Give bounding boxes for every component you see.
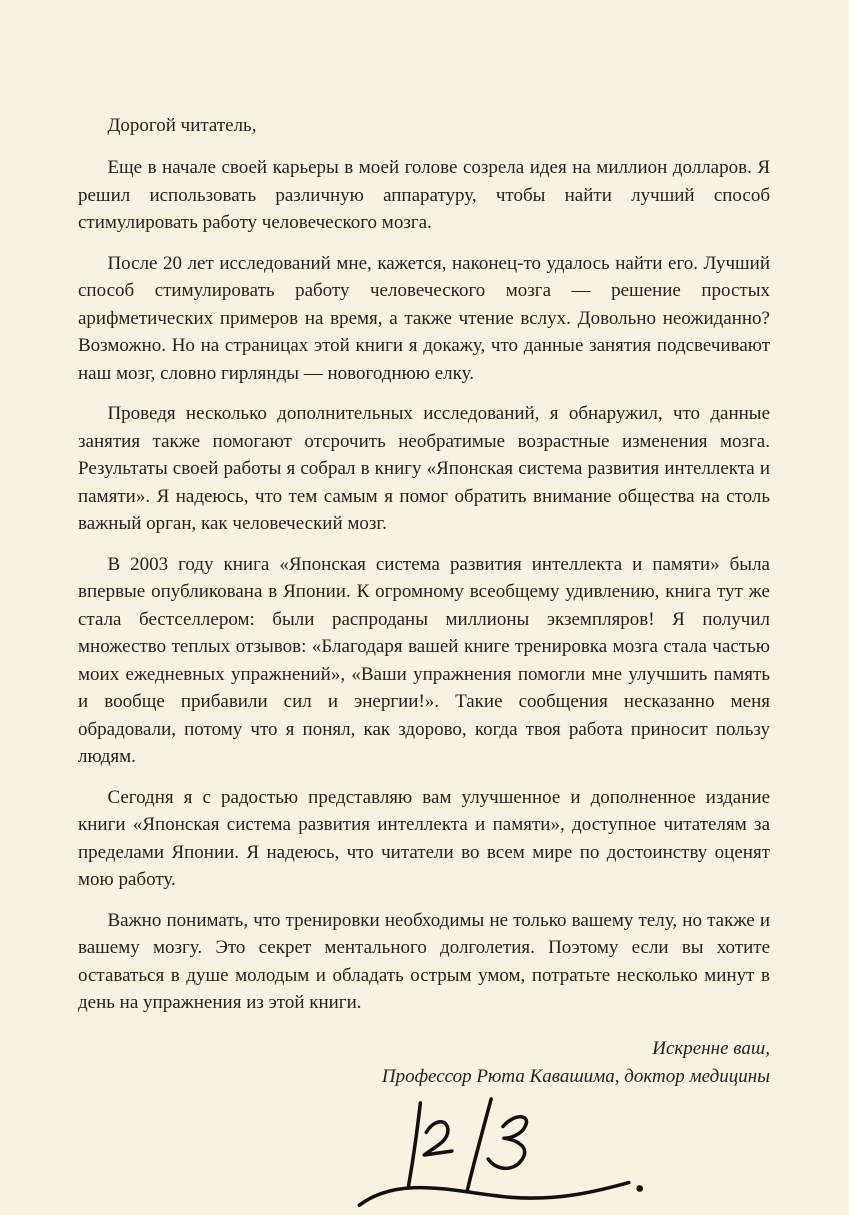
letter-paragraph-1: Еще в начале своей карьеры в моей голове созрела идея на миллион долларов. Я решил использовать различную аппаратуру, чтобы найти лучший способ стимулировать работу человеческого мозга. bbox=[78, 157, 770, 233]
handwritten-signature bbox=[336, 1097, 666, 1215]
letter-paragraph-3: Проведя несколько дополнительных исследований, я обнаружил, что данные занятия также помогают отсрочить необратимые возрастные изменения мозга. Результаты своей работы я собрал в книгу «Японская система развития интеллекта и памяти». Я надеюсь, что тем самым я помог обратить внимание общества на столь важный орган, как человеческий мозг. bbox=[78, 403, 770, 534]
signoff-author-name: Профессор Рюта Кавашима, доктор медицины bbox=[381, 1065, 770, 1087]
salutation: Дорогой читатель, bbox=[107, 115, 257, 136]
signoff-block bbox=[78, 1035, 770, 1091]
letter-paragraph-5: Сегодня я с радостью представляю вам улучшенное и дополненное издание книги «Японская система развития интеллекта и памяти», доступное читателям за пределами Японии. Я надеюсь, что читатели во всем мире по достоинству оценят мою работу. bbox=[78, 786, 770, 890]
signature-icon bbox=[336, 1097, 666, 1215]
letter-paragraph-4: В 2003 году книга «Японская система развития интеллекта и памяти» была впервые опубликована в Японии. К огромному всеобщему удивлению, книга тут же стала бестселлером: были распроданы миллионы экземпляров! Я получил множество теплых отзывов: «Благодаря вашей книге тренировка мозга стала частью моих ежедневных упражнений», «Ваши упражнения помогли мне улучшить память и вообще прибавили сил и энергии!». Такие сообщения несказанно меня обрадовали, потому что я понял, как здорово, когда твоя работа приносит пользу людям. bbox=[78, 553, 770, 767]
signoff-valediction: Искренне ваш, bbox=[652, 1037, 770, 1059]
letter-paragraph-6: Важно понимать, что тренировки необходимы не только вашему телу, но также и вашему мозгу. Это секрет ментального долголетия. Поэтому если вы хотите оставаться в душе молодым и обладать острым умом, потратьте несколько минут в день на упражнения из этой книги. bbox=[78, 909, 770, 1013]
letter-paragraph-2: После 20 лет исследований мне, кажется, наконец-то удалось найти его. Лучший способ стимулировать работу человеческого мозга — решение простых арифметических примеров на время, а также чтение вслух. Довольно неожиданно? Возможно. Но на страницах этой книги я докажу, что данные занятия подсвечивают наш мозг, словно гирлянды — новогоднюю елку. bbox=[78, 252, 770, 384]
